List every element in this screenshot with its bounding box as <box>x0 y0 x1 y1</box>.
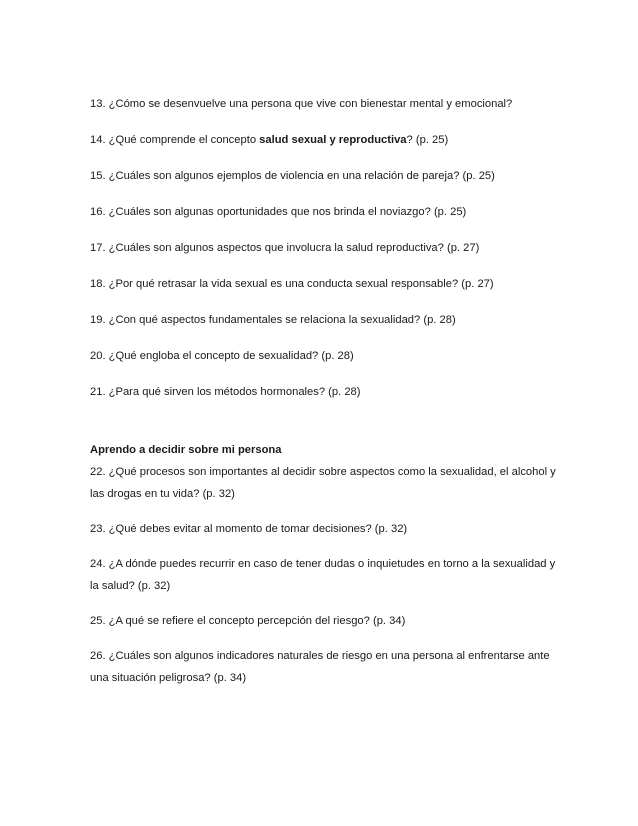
question-17: 17. ¿Cuáles son algunos aspectos que involucra la salud reproductiva? (p. 27) <box>90 242 480 254</box>
question-14-page: ? (p. 25) <box>406 134 449 146</box>
question-14-term: salud sexual y reproductiva <box>259 134 407 146</box>
question-list <box>90 93 560 689</box>
question-14 <box>90 129 560 151</box>
question-20: 20. ¿Qué engloba el concepto de sexualidad? (p. 28) <box>90 350 354 362</box>
question-13: 13. ¿Cómo se desenvuelve una persona que vive con bienestar mental y emocional? <box>90 98 513 110</box>
section-heading: Aprendo a decidir sobre mi persona <box>90 444 282 456</box>
question-16: 16. ¿Cuáles son algunas oportunidades que nos brinda el noviazgo? (p. 25) <box>90 206 467 218</box>
question-24: 24. ¿A dónde puedes recurrir en caso de tener dudas o inquietudes en torno a la sexualidad y la salud? (p. 32) <box>90 558 556 592</box>
question-15: 15. ¿Cuáles son algunos ejemplos de violencia en una relación de pareja? (p. 25) <box>90 170 495 182</box>
question-21: 21. ¿Para qué sirven los métodos hormonales? (p. 28) <box>90 386 361 398</box>
question-25: 25. ¿A qué se refiere el concepto percepción del riesgo? (p. 34) <box>90 615 406 627</box>
question-26: 26. ¿Cuáles son algunos indicadores naturales de riesgo en una persona al enfrentarse ante una situación peligrosa? (p. 34) <box>90 650 550 684</box>
question-18: 18. ¿Por qué retrasar la vida sexual es una conducta sexual responsable? (p. 27) <box>90 278 494 290</box>
question-19: 19. ¿Con qué aspectos fundamentales se relaciona la sexualidad? (p. 28) <box>90 314 456 326</box>
question-22: 22. ¿Qué procesos son importantes al decidir sobre aspectos como la sexualidad, el alcohol y las drogas en tu vida? (p. 32) <box>90 466 556 500</box>
question-23: 23. ¿Qué debes evitar al momento de tomar decisiones? (p. 32) <box>90 523 408 535</box>
question-14-text: 14. ¿Qué comprende el concepto <box>90 134 260 146</box>
